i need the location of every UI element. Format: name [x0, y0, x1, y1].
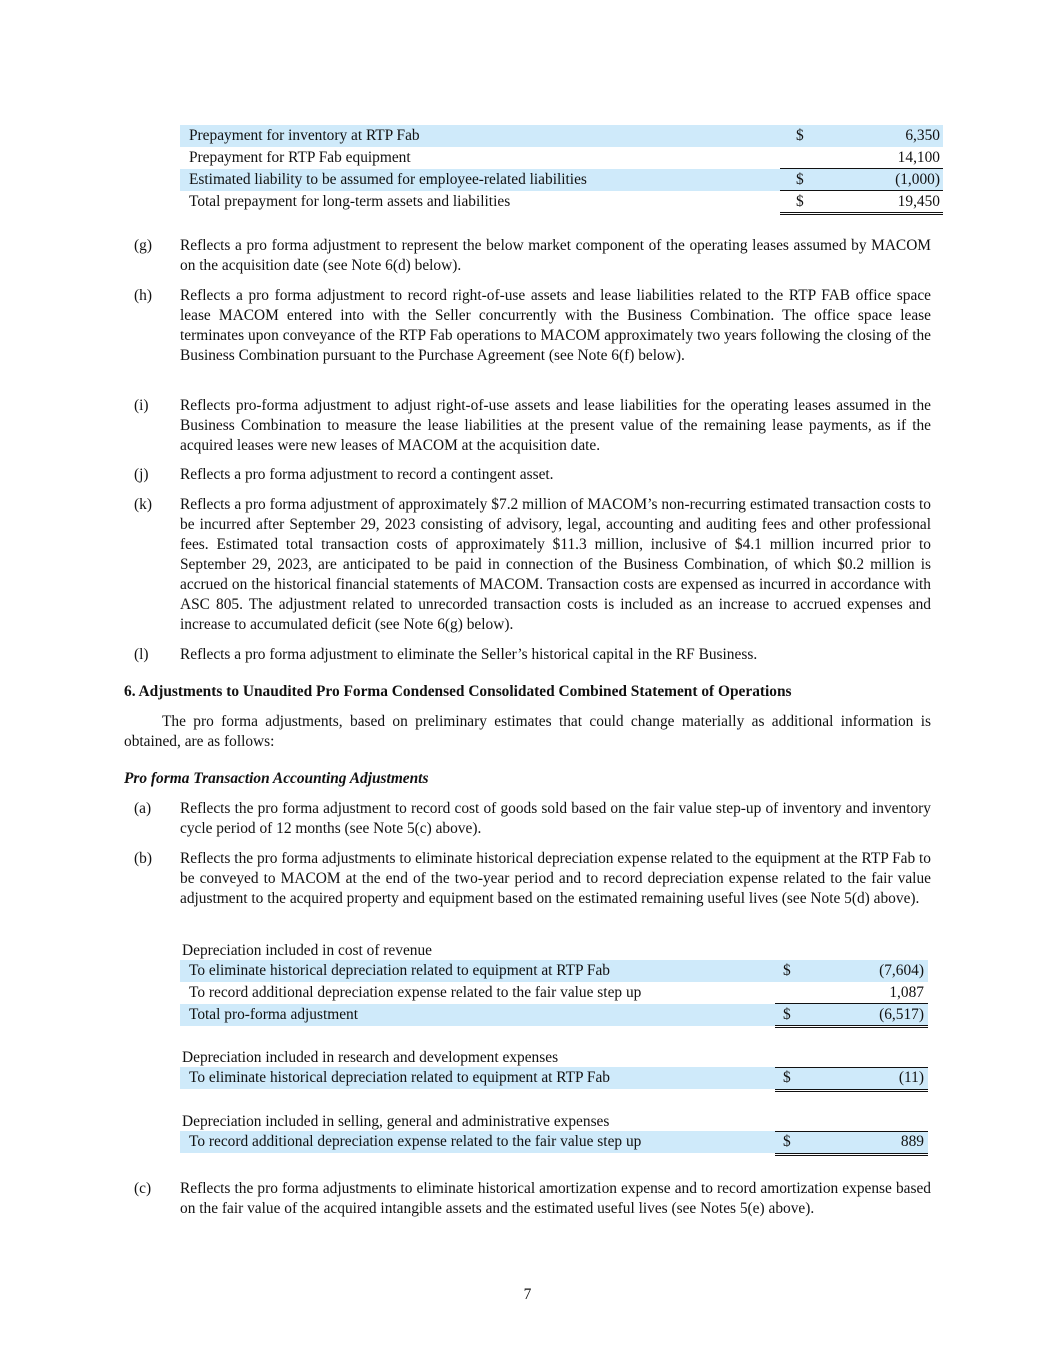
- table-row: [180, 191, 943, 213]
- depreciation-sga-table: [180, 1131, 928, 1153]
- table-section-title: Depreciation included in research and development expenses: [182, 1049, 559, 1066]
- row-label: Estimated liability to be assumed for employee-related liabilities: [189, 171, 587, 188]
- row-value: 19,450: [897, 193, 940, 210]
- note-text: Reflects a pro forma adjustment to represent the below market component of the operating leases assumed by MACOM on the acquisition date (see Note 6(d) below).: [180, 237, 931, 274]
- note-key: (b): [134, 850, 152, 867]
- currency-symbol: $: [783, 962, 791, 979]
- table-row: [180, 169, 943, 191]
- page-number: 7: [523, 1286, 532, 1303]
- subtotal-rule: [775, 982, 928, 1004]
- row-label: To record additional depreciation expense related to the fair value step up: [189, 984, 642, 1001]
- section-heading: 6. Adjustments to Unaudited Pro Forma Condensed Consolidated Combined Statement of Operations: [124, 683, 792, 700]
- currency-symbol: $: [783, 1069, 791, 1086]
- table-row: [180, 1004, 928, 1026]
- subtotal-rule: [780, 147, 943, 169]
- depreciation-rd-table: [180, 1067, 928, 1089]
- currency-symbol: $: [796, 127, 804, 144]
- note-text: Reflects a pro forma adjustment of approximately $7.2 million of MACOM’s non-recurring estimated transaction costs to be incurred after September 29, 2023 consisting of advisory, legal, accounting and auditing fees and other professional fees. Estimated total transaction costs of approximately $11.3 million, inclusive of $4.1 million incurred prior to September 29, 2023, are anticipated to be paid in connection of the Business Combination, of which $0.2 million is accrued on the historical financial statements of MACOM. Transaction costs are expensed as incurred in accordance with ASC 805. The adjustment related to unrecorded transaction costs is included as an increase to accrued expenses and increase to accumulated deficit (see Note 6(g) below).: [180, 496, 931, 633]
- note-key: (l): [134, 646, 149, 663]
- depreciation-cost-of-revenue-table: [180, 960, 928, 1026]
- row-value: 14,100: [897, 149, 940, 166]
- row-label: Total prepayment for long-term assets and liabilities: [189, 193, 511, 210]
- row-label: To eliminate historical depreciation related to equipment at RTP Fab: [189, 1069, 610, 1086]
- table-row: [180, 982, 928, 1004]
- currency-symbol: $: [796, 193, 804, 210]
- note-text: Reflects a pro forma adjustment to eliminate the Seller’s historical capital in the RF Business.: [180, 646, 758, 663]
- total-double-rule: [775, 1067, 928, 1092]
- table-row: [180, 125, 943, 147]
- total-double-rule: [775, 1004, 928, 1028]
- note-text: Reflects the pro forma adjustments to eliminate historical amortization expense and to record amortization expense based on the fair value of the acquired intangible assets and the estimated useful lives (see Notes 5(e) above).: [180, 1180, 931, 1217]
- table-section-title: Depreciation included in selling, general and administrative expenses: [182, 1113, 610, 1130]
- row-value: (11): [898, 1069, 924, 1086]
- row-value: 1,087: [889, 984, 924, 1001]
- intro-paragraph: The pro forma adjustments, based on preliminary estimates that could change materially as additional information is obtained, are as follows:: [124, 713, 931, 750]
- row-value: 889: [900, 1133, 924, 1150]
- currency-symbol: $: [783, 1133, 791, 1150]
- row-value: (1,000): [895, 171, 940, 188]
- subtotal-rule: [780, 169, 943, 191]
- row-label: To record additional depreciation expense related to the fair value step up: [189, 1133, 642, 1150]
- currency-symbol: $: [783, 1006, 791, 1023]
- row-label: Total pro-forma adjustment: [189, 1006, 359, 1023]
- table-row: [180, 147, 943, 169]
- note-key: (i): [134, 397, 149, 414]
- currency-symbol: $: [796, 171, 804, 188]
- table-row: [180, 1067, 928, 1089]
- table-row: [180, 960, 928, 982]
- row-label: Prepayment for inventory at RTP Fab: [189, 127, 420, 144]
- row-value: (6,517): [879, 1006, 924, 1023]
- note-key: (j): [134, 466, 149, 483]
- row-value: 6,350: [905, 127, 940, 144]
- note-key: (k): [134, 496, 152, 513]
- row-label: Prepayment for RTP Fab equipment: [189, 149, 411, 166]
- note-text: Reflects pro-forma adjustment to adjust right-of-use assets and lease liabilities for the operating leases assumed in the Business Combination to measure the lease liabilities at the present value of the remaining lease payments, as if the acquired leases were new leases of MACOM at the acquisition date.: [180, 397, 931, 454]
- row-value: (7,604): [879, 962, 924, 979]
- note-text: Reflects a pro forma adjustment to record right-of-use assets and lease liabilities related to the RTP FAB office space lease MACOM entered into with the Seller concurrently with the Business Combination. The office space lease terminates upon conveyance of the RTP Fab operations to MACOM approximately two years following the closing of the Business Combination pursuant to the Purchase Agreement (see Note 6(f) below).: [180, 287, 931, 364]
- note-key: (a): [134, 800, 152, 817]
- row-label: To eliminate historical depreciation related to equipment at RTP Fab: [189, 962, 610, 979]
- table-section-title: Depreciation included in cost of revenue: [182, 942, 433, 959]
- subheading: Pro forma Transaction Accounting Adjustments: [124, 770, 429, 787]
- total-double-rule: [775, 1131, 928, 1156]
- note-key: (g): [134, 237, 152, 254]
- prepayment-table: [180, 125, 943, 213]
- note-key: (h): [134, 287, 152, 304]
- note-key: (c): [134, 1180, 152, 1197]
- total-double-rule: [780, 191, 943, 215]
- note-text: Reflects the pro forma adjustment to record cost of goods sold based on the fair value step-up of inventory and inventory cycle period of 12 months (see Note 5(c) above).: [180, 800, 931, 837]
- note-text: Reflects the pro forma adjustments to eliminate historical depreciation expense related to the equipment at the RTP Fab to be conveyed to MACOM at the end of the two-year period and to record depreciation expense related to the fair value adjustment to the acquired property and equipment based on the estimated remaining useful lives (see Note 5(d) above).: [180, 850, 931, 907]
- note-text: Reflects a pro forma adjustment to record a contingent asset.: [180, 466, 554, 483]
- table-row: [180, 1131, 928, 1153]
